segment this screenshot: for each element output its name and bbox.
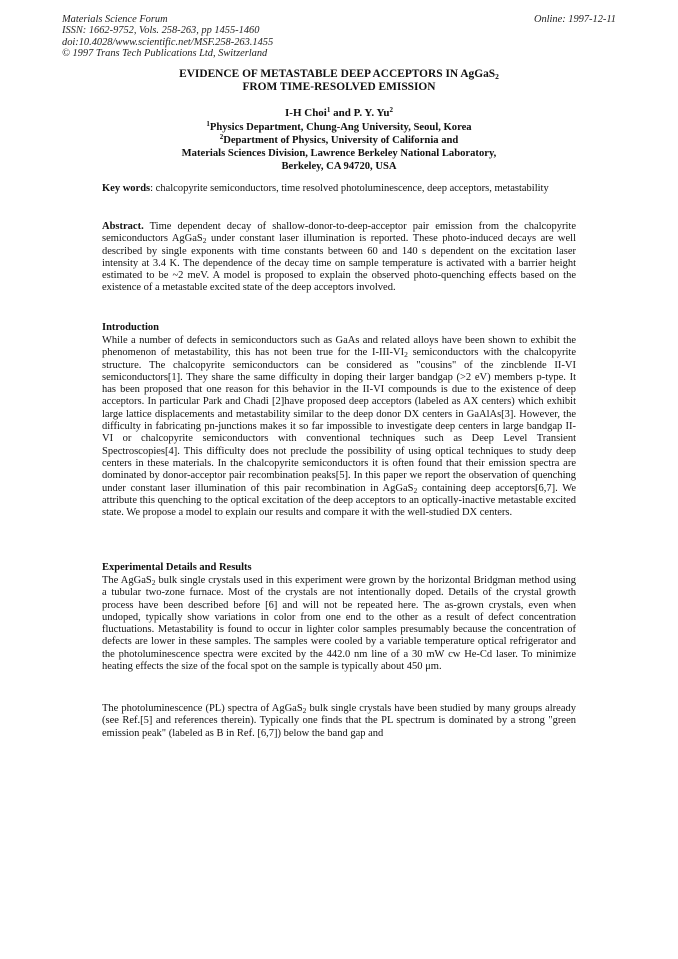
title-line-2: FROM TIME-RESOLVED EMISSION bbox=[242, 81, 436, 93]
abstract-text-1: Time dependent decay of shallow-donor-to-deep-acceptor pair emission from the chalcopyrite semiconductors AgGaS bbox=[102, 221, 576, 245]
aff1-sup: 1 bbox=[206, 120, 210, 128]
affiliation-2: Department of Physics, University of California and bbox=[223, 135, 459, 146]
pl-paragraph bbox=[102, 703, 576, 740]
abstract-sub: 2 bbox=[202, 236, 207, 246]
journal-header bbox=[62, 14, 273, 60]
affiliations bbox=[100, 121, 578, 173]
author-list bbox=[100, 107, 578, 120]
title-line-1: EVIDENCE OF METASTABLE DEEP ACCEPTORS IN AgGaS bbox=[179, 68, 496, 80]
pl-text-1: The photoluminescence (PL) spectra of AgGaS bbox=[102, 703, 303, 714]
affiliation-4: Berkeley, CA 94720, USA bbox=[281, 161, 397, 172]
doi-line[interactable]: doi:10.4028/www.scientific.net/MSF.258-263.1455 bbox=[62, 36, 274, 48]
title-subscript: 2 bbox=[495, 72, 499, 81]
exp-text-1: The AgGaS bbox=[102, 575, 152, 586]
intro-sub-2: 2 bbox=[413, 485, 418, 495]
intro-sub-1: 2 bbox=[404, 350, 408, 360]
author-1: I-H Choi bbox=[285, 107, 327, 119]
author-2: and P. Y. Yu bbox=[330, 107, 390, 119]
introduction-text bbox=[102, 335, 576, 519]
aff2-sup: 2 bbox=[219, 133, 224, 141]
author-1-sup: 1 bbox=[326, 106, 331, 114]
abstract bbox=[102, 221, 576, 295]
experimental-text bbox=[102, 575, 576, 673]
abstract-label: Abstract. bbox=[102, 221, 144, 232]
exp-sub: 2 bbox=[151, 578, 156, 587]
pl-text-2: bulk single crystals have been studied by many groups already (see Ref.[5] and references therein). Typically one finds that the PL spectrum is dominated by a strong "green emission peak" (labeled as B in Ref. [6,7]) below the band gap and bbox=[102, 703, 576, 739]
keywords-label: Key words bbox=[102, 183, 151, 194]
keywords-text: : chalcopyrite semiconductors, time resolved photoluminescence, deep acceptors, metastability bbox=[150, 183, 549, 194]
affiliation-3: Materials Sciences Division, Lawrence Berkeley National Laboratory, bbox=[181, 148, 497, 159]
intro-text-2: semiconductors with the chalcopyrite structure. The chalcopyrite semiconductors can be considered as "cousins" of the zincblende II-VI semiconductors[1]. They share the same difficulty in doping their larger bandgap (>2 eV) members p-type. It has been proposed that one reason for this behavior in the II-VI compounds is due to the existence of deep acceptors. In particular Park and Chadi [2]have proposed deep acceptors (labeled as AX centers) which exhibit large lattice displacements and metastability similar to the deep donor DX centers in GaAlAs[3]. However, the difficulty in fabricating pn-junctions makes it so far impossible to investigate deep centers in large bandgap II-VI or chalcopyrite semiconductors with conventional techniques such as Deep Level Transient Spectroscopies[4]. This difficulty does not preclude the possibility of using optical techniques to study deep centers in these materials. In the chalcopyrite semiconductors it is often found that their emission spectra are dominated by donor-acceptor pair recombination peaks[5]. In this paper we report the observation of quenching under constant laser illumination of this pair recombination in AgGaS bbox=[102, 347, 576, 494]
keywords bbox=[102, 183, 576, 195]
journal-name: Materials Science Forum bbox=[62, 14, 168, 25]
abstract-text-2: under constant laser illumination is reported. These photo-induced decays are well described by single exponents with time constants between 60 and 140 s dependent on the excitation laser intensity at 3.4 K. The dependence of the decay time on sample temperature is activated with a barrier height estimated to be ~2 meV. A model is proposed to explain the observed photo-quenching effects based on the existence of a metastable excited state of the deep acceptors involved. bbox=[102, 233, 577, 294]
experimental-heading: Experimental Details and Results bbox=[102, 562, 252, 573]
intro-text-3: containing deep acceptors[6,7]. We attribute this quenching to the optical excitation of the deep acceptors to an optically-inactive metastable excited state. We propose a model to explain our results and compare it with the well-studied DX centers. bbox=[102, 482, 576, 519]
exp-text-2: bulk single crystals used in this experiment were grown by the horizontal Bridgman method using a tubular two-zone furnace. Most of the crystals are not intentionally doped. Details of the crystal growth process have been described before [6] and will not be repeated here. The as-grown crystals, even when undoped, typically show variations in color from one end to the other as a result of defect concentration fluctuations. Metastability is found to occur in lighter color samples presumably because the concentration of defects are lower in these samples. The samples were cooled by a variable temperature optical refrigerator and the photoluminescence spectra were excited by the 442.0 nm line of a 30 mW cw He-Cd laser. To minimize heating effects the size of the focal spot on the sample is typically about 450 μm. bbox=[102, 575, 576, 673]
affiliation-1: Physics Department, Chung-Ang University, Seoul, Korea bbox=[209, 122, 472, 133]
pl-sub: 2 bbox=[302, 706, 307, 715]
online-date: Online: 1997-12-11 bbox=[533, 14, 616, 25]
copyright-line: © 1997 Trans Tech Publications Ltd, Switzerland bbox=[62, 48, 268, 60]
author-2-sup: 2 bbox=[389, 106, 393, 114]
intro-text-1: While a number of defects in semiconductors such as GaAs and related alloys have been shown to exhibit the phenomenon of metastability, this has not been true for the I-III-VI bbox=[102, 335, 576, 359]
paper-title bbox=[100, 68, 578, 94]
issn-line: ISSN: 1662-9752, Vols. 258-263, pp 1455-1460 bbox=[62, 25, 260, 37]
introduction-heading: Introduction bbox=[102, 322, 159, 333]
